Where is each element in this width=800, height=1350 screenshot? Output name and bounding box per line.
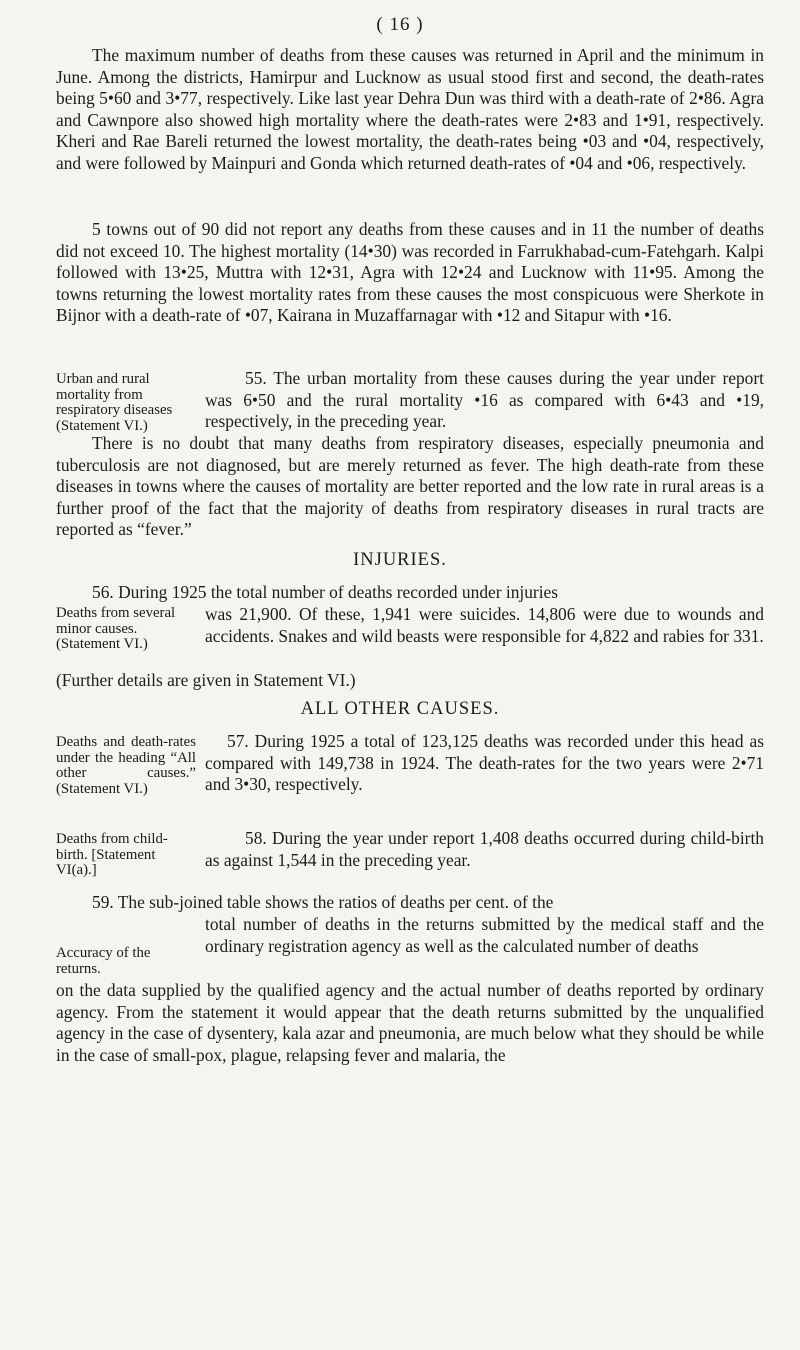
paragraph-55-continued: There is no doubt that many deaths from respiratory diseases, especially pneumonia and tuberculosis are not diagnosed, but are merely returned as fever. The high death-rate from these diseases in towns where the causes of mortality are better reported and the low rate in rural areas is a further proof of the fact that the majority of deaths from respiratory diseases in rural tracts are reported as “fever.” bbox=[56, 433, 764, 540]
paragraph-59-lead: 59. The sub-joined table shows the ratios of deaths per cent. of the bbox=[92, 892, 554, 912]
paragraph-56-tail: (Further details are given in Statement VI.) bbox=[56, 670, 356, 690]
paragraph-59-continued: on the data supplied by the qualified agency and the actual number of deaths reported by ordinary agency. From the statement it would appear that the death returns submitted by the unqualified agency in the case of dysentery, kala azar and pneumonia, are much below what they should be while in the case of small-pox, plague, relapsing fever and malaria, the bbox=[56, 980, 764, 1065]
paragraph-58: 58. During the year under report 1,408 deaths occurred during child-birth as against 1,544 in the preceding year. bbox=[205, 828, 764, 870]
heading-all-other-causes: ALL OTHER CAUSES. bbox=[300, 699, 500, 719]
paragraph-59-body: total number of deaths in the returns submitted by the medical staff and the ordinary registration agency as well as the calculated number of deaths bbox=[205, 914, 764, 956]
sidenote-child-birth: Deaths from child-birth. [Statement VI(a).] bbox=[56, 831, 168, 878]
page-number: ( 16 ) bbox=[376, 14, 424, 35]
sidenote-minor-causes: Deaths from several minor causes. (Statement VI.) bbox=[56, 605, 176, 652]
paragraph-towns: 5 towns out of 90 did not report any deaths from these causes and in 11 the number of deaths did not exceed 10. The highest mortality (14•30) was recorded in Farrukhabad-cum-Fatehgarh. Kalpi followed with 13•25, Muttra with 12•31, Agra with 12•24 and Lucknow with 11•95. Among the towns returning the lowest mortality rates from these causes the most conspicuous were Sherkote in Bijnor with a death-rate of •07, Kairana in Muzaffarnagar with •12 and Sitapur with •16. bbox=[56, 219, 764, 326]
sidenote-urban-rural-mortality: Urban and rural mortality from respiratory diseases (Statement VI.) bbox=[56, 371, 173, 434]
paragraph-55: 55. The urban mortality from these causes during the year under report was 6•50 and the rural mortality •16 as compared with 6•43 and •19, respectively, in the preceding year. bbox=[205, 368, 764, 432]
heading-injuries: INJURIES. bbox=[353, 550, 447, 570]
sidenote-all-other-causes: Deaths and death-rates under the heading “All other causes.” (Statement VI.) bbox=[56, 734, 196, 797]
paragraph-57: 57. During 1925 a total of 123,125 deaths was recorded under this head as compared with 149,738 in 1924. The death-rates for the two years were 2•71 and 3•30, respectively. bbox=[205, 731, 764, 795]
sidenote-accuracy-of-returns: Accuracy of the returns. bbox=[56, 945, 151, 977]
paragraph-56-body: was 21,900. Of these, 1,941 were suicides. 14,806 were due to wounds and accidents. Snakes and wild beasts were responsible for 4,822 and rabies for 331. bbox=[205, 604, 764, 646]
paragraph-intro: The maximum number of deaths from these causes was returned in April and the minimum in June. Among the districts, Hamirpur and Lucknow as usual stood first and second, the death-rates being 5•60 and 3•77, respectively. Like last year Dehra Dun was third with a death-rate of 2•86. Agra and Cawnpore also showed high mortality where the death-rates were 2•83 and 1•91, respectively. Kheri and Rae Bareli returned the lowest mortality, the death-rates being •03 and •04, respectively, and were followed by Mainpuri and Gonda which returned death-rates of •04 and •06, respectively. bbox=[56, 45, 764, 173]
paragraph-56-lead: 56. During 1925 the total number of deaths recorded under injuries bbox=[92, 582, 559, 602]
